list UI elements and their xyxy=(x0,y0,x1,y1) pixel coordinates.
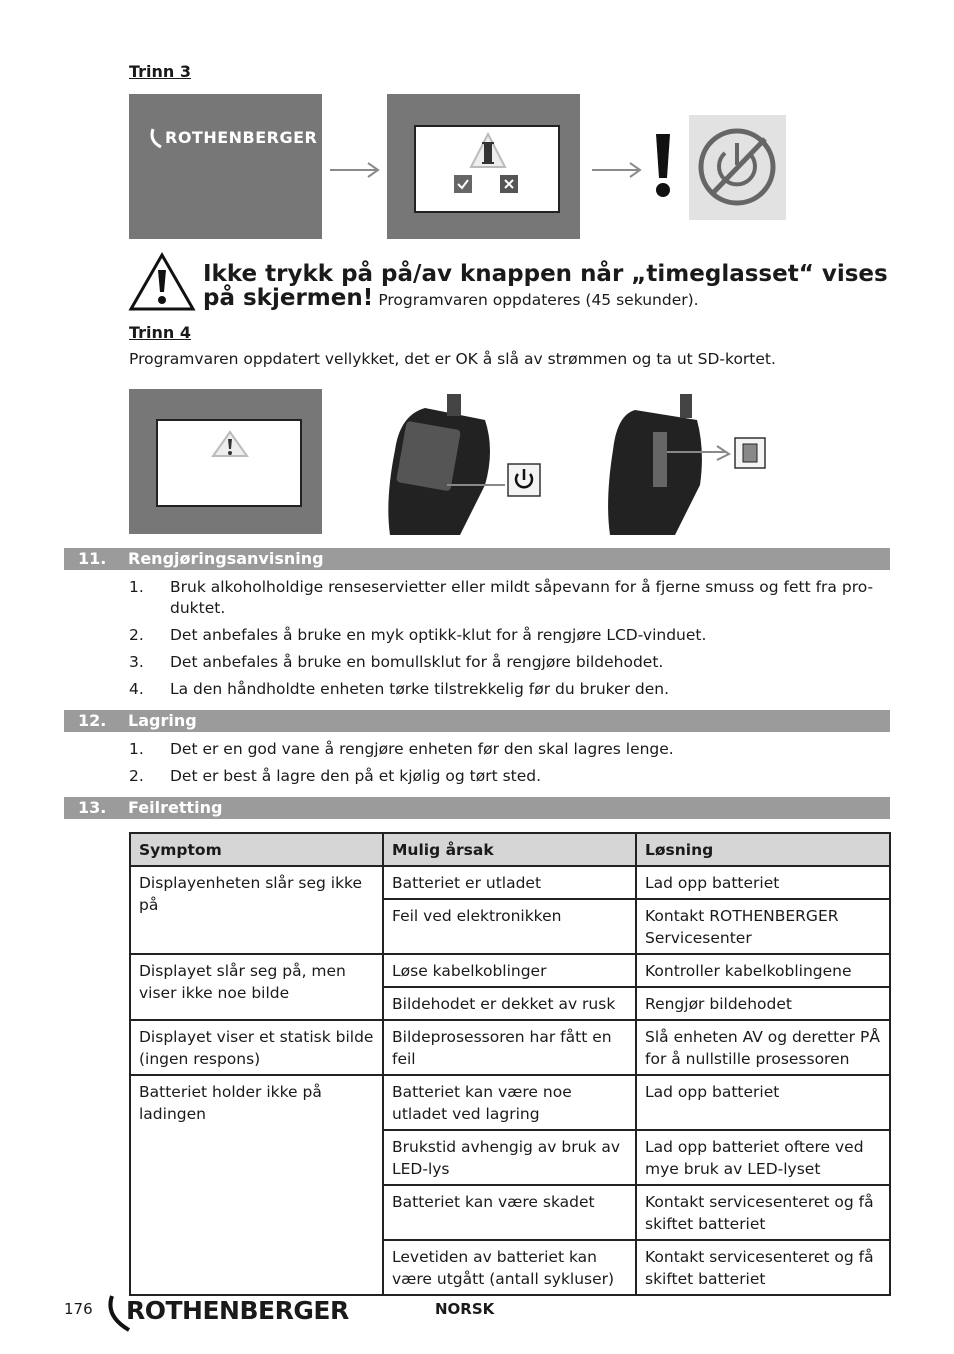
solution-cell: Lad opp batteriet xyxy=(636,1075,890,1130)
symptom-cell: Displayenheten slår seg ikke på xyxy=(130,866,383,954)
list-number: 4. xyxy=(129,680,144,698)
list-item xyxy=(129,652,889,673)
section-number: 13. xyxy=(78,798,107,817)
symptom-cell: Displayet slår seg på, men viser ikke noe bilde xyxy=(130,954,383,1020)
warning-text xyxy=(203,263,893,312)
table-header-row xyxy=(130,833,890,866)
solution-cell: Lad opp batteriet oftere ved mye bruk av LED-lyset xyxy=(636,1130,890,1185)
brand-swoosh-icon xyxy=(147,127,167,151)
arrow-right-icon xyxy=(588,160,646,180)
device-sd-card-illustration xyxy=(605,390,770,535)
column-header: Mulig årsak xyxy=(383,833,636,866)
section-bar-storage xyxy=(64,710,890,732)
update-dialog xyxy=(414,125,560,213)
warning-triangle-icon xyxy=(128,252,196,312)
footer-brand-logo: ROTHENBERGER xyxy=(126,1296,349,1325)
warning-detail: Programvaren oppdateres (45 sekunder). xyxy=(378,291,699,309)
device-power-illustration xyxy=(385,390,545,535)
update-screen xyxy=(387,94,580,239)
cancel-x-icon xyxy=(500,175,518,193)
column-header: Symptom xyxy=(130,833,383,866)
hourglass-warning-icon xyxy=(468,131,508,171)
symptom-cell: Displayet viser et statisk bilde (ingen respons) xyxy=(130,1020,383,1075)
list-item xyxy=(129,766,889,787)
footer-language: NORSK xyxy=(435,1300,495,1318)
success-dialog xyxy=(156,419,302,507)
list-number: 1. xyxy=(129,740,144,758)
boot-screen xyxy=(129,94,322,239)
arrow-right-icon xyxy=(326,160,384,180)
step4-title: Trinn 4 xyxy=(129,323,192,342)
solution-cell: Kontroller kabelkoblingene xyxy=(636,954,890,987)
list-item xyxy=(129,625,889,646)
table-row xyxy=(130,1075,890,1130)
section-bar-cleaning xyxy=(64,548,890,570)
list-item xyxy=(129,739,889,760)
cause-cell: Brukstid avhengig av bruk av LED-lys xyxy=(383,1130,636,1185)
list-text: Det er en god vane å rengjøre enheten før den skal lagres lenge. xyxy=(170,740,674,758)
success-screen xyxy=(129,389,322,534)
symptom-cell: Batteriet holder ikke på ladingen xyxy=(130,1075,383,1295)
list-item xyxy=(129,679,889,700)
exclamation-icon xyxy=(650,130,676,202)
solution-cell: Kontakt ROTHENBERGER Servicesenter xyxy=(636,899,890,954)
warning-headline: Ikke trykk på på/av knappen når „timeglasset“ vises på skjermen! xyxy=(203,261,888,311)
cause-cell: Batteriet kan være skadet xyxy=(383,1185,636,1240)
warning-small-icon xyxy=(210,429,250,459)
list-number: 3. xyxy=(129,653,144,671)
table-row xyxy=(130,1020,890,1075)
solution-cell: Slå enheten AV og deretter PÅ for å nullstille prosessoren xyxy=(636,1020,890,1075)
section-number: 12. xyxy=(78,711,107,730)
list-text: Det anbefales å bruke en myk optikk-klut for å rengjøre LCD-vinduet. xyxy=(170,626,707,644)
cause-cell: Bildehodet er dekket av rusk xyxy=(383,987,636,1020)
list-text: La den håndholdte enheten tørke tilstrekkelig før du bruker den. xyxy=(170,680,670,698)
section-bar-troubleshooting xyxy=(64,797,890,819)
section-number: 11. xyxy=(78,549,107,568)
list-text: Det anbefales å bruke en bomullsklut for å rengjøre bildehodet. xyxy=(170,653,664,671)
cause-cell: Levetiden av batteriet kan være utgått (antall sykluser) xyxy=(383,1240,636,1295)
section-title: Lagring xyxy=(128,711,197,730)
cause-cell: Feil ved elektronikken xyxy=(383,899,636,954)
cause-cell: Bildeprosessoren har fått en feil xyxy=(383,1020,636,1075)
cause-cell: Løse kabelkoblinger xyxy=(383,954,636,987)
step4-text: Programvaren oppdatert vellykket, det er OK å slå av strømmen og ta ut SD-kortet. xyxy=(129,350,776,368)
list-text: Det er best å lagre den på et kjølig og tørt sted. xyxy=(170,767,542,785)
table-row xyxy=(130,866,890,899)
section-title: Rengjøringsanvisning xyxy=(128,549,324,568)
storage-list xyxy=(129,739,889,793)
cause-cell: Batteriet er utladet xyxy=(383,866,636,899)
solution-cell: Kontakt servicesenteret og få skiftet batteriet xyxy=(636,1185,890,1240)
list-number: 2. xyxy=(129,767,144,785)
no-power-icon xyxy=(689,115,786,220)
solution-cell: Lad opp batteriet xyxy=(636,866,890,899)
confirm-check-icon xyxy=(454,175,472,193)
step3-title: Trinn 3 xyxy=(129,62,192,81)
list-number: 2. xyxy=(129,626,144,644)
solution-cell: Rengjør bildehodet xyxy=(636,987,890,1020)
list-text: Bruk alkoholholdige renseservietter eller mildt såpevann for å fjerne smuss og fett fra pro-duktet. xyxy=(170,578,874,617)
section-title: Feilretting xyxy=(128,798,223,817)
troubleshooting-table xyxy=(129,832,891,1296)
column-header: Løsning xyxy=(636,833,890,866)
page-number: 176 xyxy=(64,1300,93,1318)
cleaning-list xyxy=(129,577,889,706)
cause-cell: Batteriet kan være noe utladet ved lagring xyxy=(383,1075,636,1130)
boot-screen-brand: ROTHENBERGER xyxy=(165,128,318,147)
table-row xyxy=(130,954,890,987)
list-item xyxy=(129,577,889,619)
list-number: 1. xyxy=(129,578,144,596)
solution-cell: Kontakt servicesenteret og få skiftet batteriet xyxy=(636,1240,890,1295)
